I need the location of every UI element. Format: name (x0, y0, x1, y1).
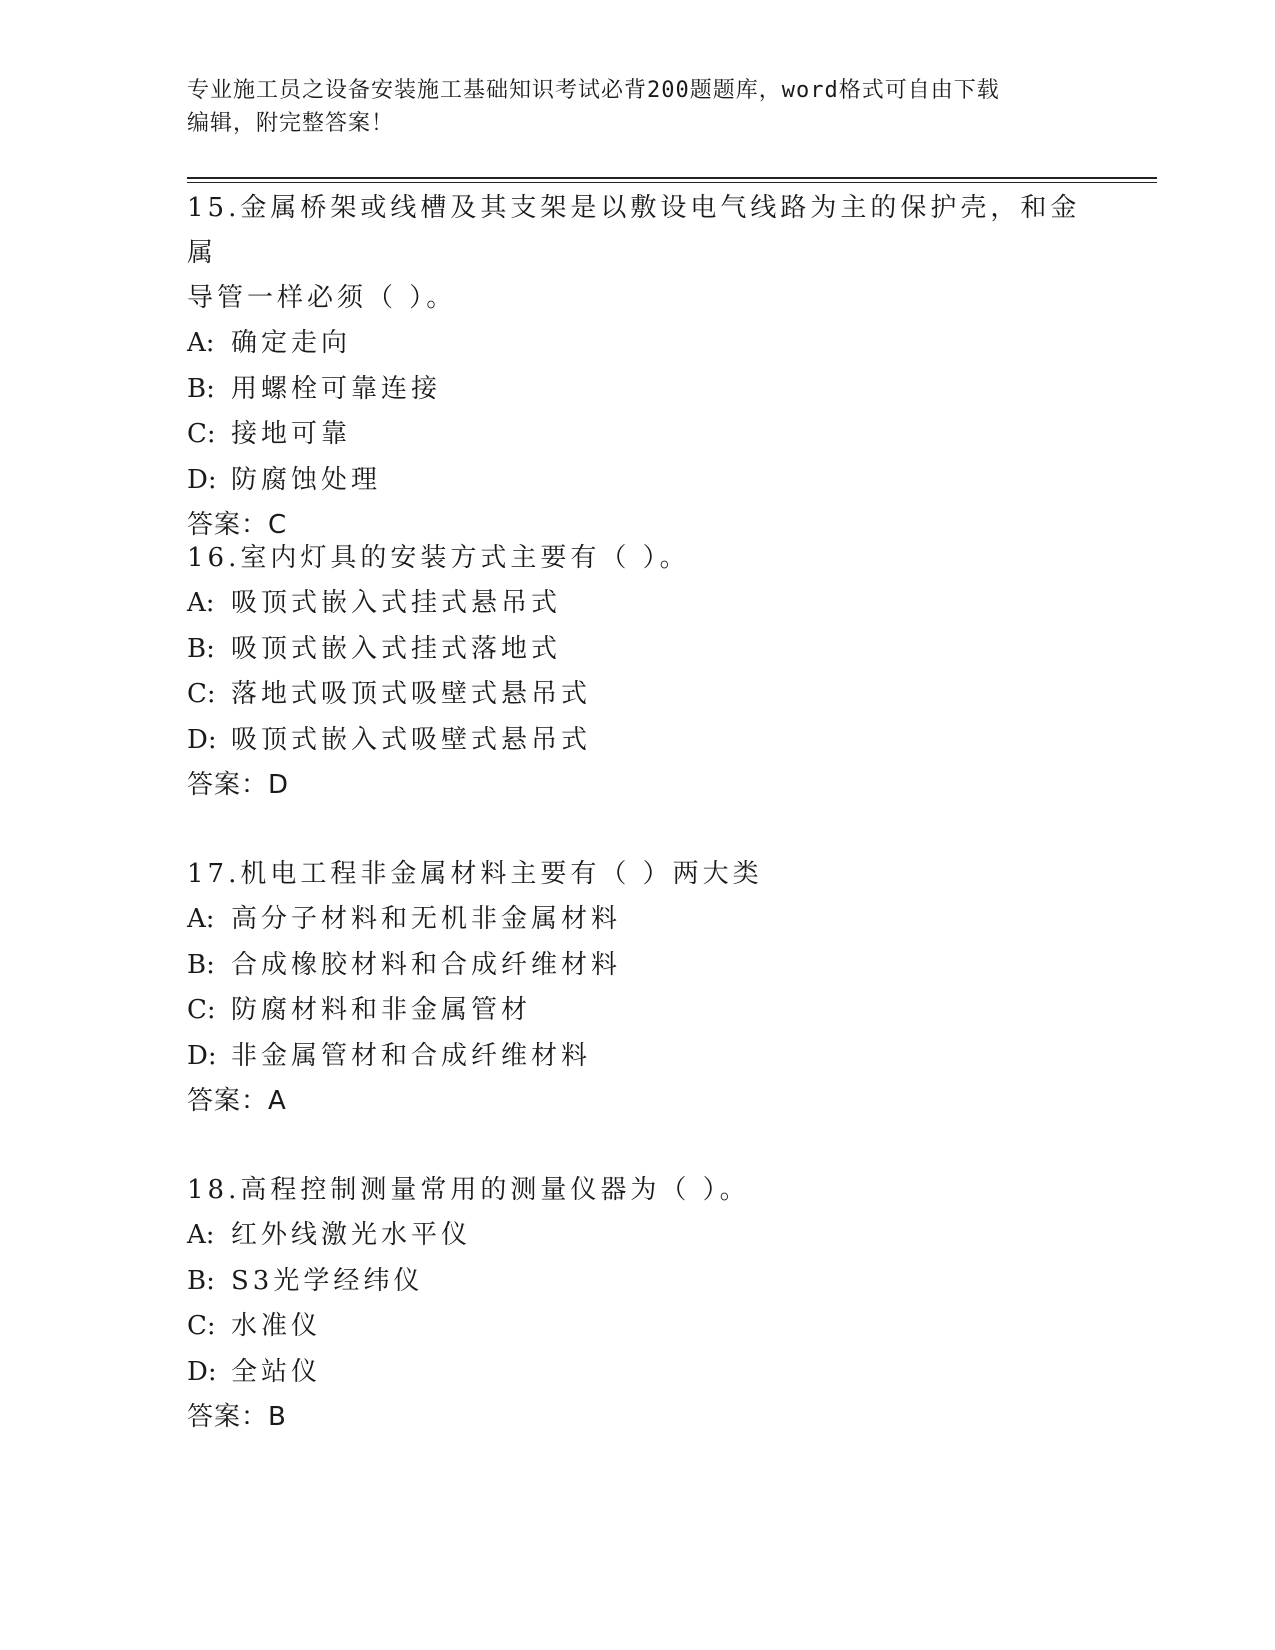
answer-line: 答案：D (187, 770, 290, 800)
option-text: 红外线激光水平仪 (231, 1220, 472, 1250)
question-18 (187, 1168, 1087, 1440)
option-c (187, 1304, 1087, 1350)
option-text: 用螺栓可靠连接 (231, 373, 442, 404)
option-letter: C: (187, 419, 216, 449)
option-letter: B: (187, 1265, 215, 1296)
option-text: S3光学经纬仪 (231, 1265, 424, 1296)
option-letter: D: (187, 464, 217, 495)
question-stem-continued: 导管一样必须（ ）。 (187, 283, 457, 313)
option-d (187, 1034, 1087, 1080)
option-a (187, 321, 1087, 367)
question-17 (187, 852, 1087, 1124)
option-letter: C: (187, 995, 216, 1025)
answer-line: 答案：B (187, 1402, 287, 1432)
option-text: 全站仪 (231, 1356, 322, 1387)
option-text: 防腐蚀处理 (231, 464, 382, 495)
option-text: 吸顶式嵌入式吸壁式悬吊式 (231, 724, 592, 755)
option-letter: A: (187, 904, 215, 934)
document-header (187, 74, 1087, 140)
option-c (187, 412, 1087, 458)
option-letter: D: (187, 724, 217, 755)
header-line-2: 编辑，附完整答案！ (187, 111, 395, 136)
option-text: 高分子材料和无机非金属材料 (231, 904, 622, 934)
option-letter: B: (187, 373, 215, 404)
option-text: 落地式吸顶式吸壁式悬吊式 (231, 679, 592, 709)
option-letter: B: (187, 633, 215, 664)
option-a (187, 581, 1087, 627)
answer-line: 答案：C (187, 510, 288, 540)
option-d (187, 718, 1087, 764)
option-text: 合成橡胶材料和合成纤维材料 (231, 949, 622, 980)
option-text: 吸顶式嵌入式挂式悬吊式 (231, 588, 562, 618)
option-a (187, 1213, 1087, 1259)
option-text: 防腐材料和非金属管材 (231, 995, 532, 1025)
option-b (187, 627, 1087, 673)
option-letter: A: (187, 328, 215, 358)
question-16 (187, 536, 1087, 808)
option-letter: D: (187, 1356, 217, 1387)
question-stem: 17.机电工程非金属材料主要有（ ）两大类 (187, 859, 763, 889)
option-d (187, 458, 1087, 504)
header-line-1: 专业施工员之设备安装施工基础知识考试必背200题题库，word格式可自由下载 (187, 78, 1000, 103)
option-letter: A: (187, 588, 215, 618)
option-d (187, 1350, 1087, 1396)
option-text: 确定走向 (231, 328, 352, 358)
option-letter: C: (187, 679, 216, 709)
question-stem: 16.室内灯具的安装方式主要有（ ）。 (187, 543, 690, 573)
question-stem: 15.金属桥架或线槽及其支架是以敷设电气线路为主的保护壳，和金属 (187, 193, 1081, 268)
answer-line: 答案：A (187, 1086, 287, 1116)
option-c (187, 988, 1087, 1034)
header-divider-thick (187, 177, 1157, 179)
option-b (187, 943, 1087, 989)
header-divider-thin (187, 182, 1157, 183)
option-letter: C: (187, 1311, 216, 1341)
question-stem: 18.高程控制测量常用的测量仪器为（ ）。 (187, 1175, 750, 1205)
option-b (187, 367, 1087, 413)
option-b (187, 1259, 1087, 1305)
option-a (187, 897, 1087, 943)
option-c (187, 672, 1087, 718)
option-letter: B: (187, 949, 215, 980)
option-letter: D: (187, 1040, 217, 1071)
option-text: 水准仪 (231, 1311, 322, 1341)
option-text: 吸顶式嵌入式挂式落地式 (231, 633, 562, 664)
question-15 (187, 186, 1087, 548)
option-text: 接地可靠 (231, 419, 352, 449)
option-text: 非金属管材和合成纤维材料 (231, 1040, 592, 1071)
option-letter: A: (187, 1220, 215, 1250)
